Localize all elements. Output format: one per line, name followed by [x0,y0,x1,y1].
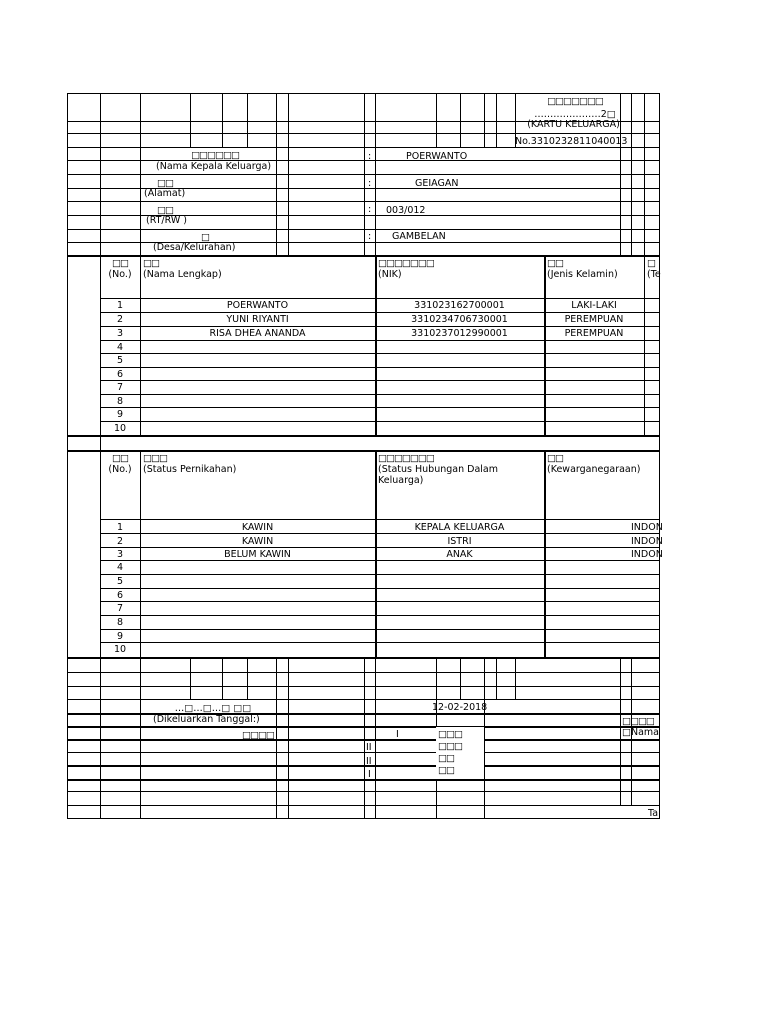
rtrw-glyphs: □□ [157,205,173,216]
head-label: (Nama Kepala Keluarga) [156,161,272,172]
row-number: 10 [113,644,127,655]
stamp-line: □□□ [438,741,462,752]
member-name: POERWANTO [226,300,289,311]
colon: : [368,204,372,215]
t1-no-header: (No.) [108,269,132,280]
member-marital: KAWIN [241,536,274,547]
member-marital: KAWIN [241,522,274,533]
document-title: (KARTU KELUARGA) [527,119,620,130]
t1-nik-glyphs: □□□□□□□ [378,258,434,269]
member-citizen: INDON [631,536,663,547]
roman-numeral: II [366,742,372,753]
roman-numeral: I [368,769,371,780]
issued-label: (Dikeluarkan Tanggal:) [153,714,260,725]
address-label: (Alamat) [144,188,186,199]
roman-numeral: I [396,729,399,740]
document-dots-line: …………………2□ [534,109,616,120]
card-number: No.3310232811040013 [515,136,628,147]
t2-relation-header-2: Keluarga) [378,475,424,486]
member-marital: BELUM KAWIN [224,549,291,560]
member-nik: 3310237012990001 [411,328,508,339]
member-relation: ISTRI [447,536,472,547]
t2-marital-header: (Status Pernikahan) [143,464,237,475]
t2-citizen-glyphs: □□ [547,453,563,464]
row-number: 4 [116,342,124,353]
official-date-label: Ta [648,808,659,819]
rtrw-label: (RT/RW ) [146,215,187,226]
member-name: YUNI RIYANTI [226,314,289,325]
row-number: 1 [116,300,124,311]
row-number: 6 [116,369,124,380]
colon: : [368,231,372,242]
row-number: 1 [116,522,124,533]
t1-gender-header: (Jenis Kelamin) [547,269,618,280]
t1-name-header: (Nama Lengkap) [143,269,222,280]
member-relation: KEPALA KELUARGA [414,522,505,533]
t1-gender-glyphs: □□ [547,258,563,269]
village-label: (Desa/Kelurahan) [153,242,236,253]
t2-no-header: (No.) [108,464,132,475]
t1-nik-header: (NIK) [378,269,402,280]
address-glyphs: □□ [157,178,173,189]
member-name: RISA DHEA ANANDA [209,328,306,339]
stamp-line: □□ [438,765,454,776]
t2-relation-glyphs: □□□□□□□ [378,453,434,464]
row-number: 9 [116,409,124,420]
t1-extra-glyphs: □ [647,258,655,269]
row-number: 2 [116,536,124,547]
row-number: 7 [116,603,124,614]
row-number: 8 [116,396,124,407]
member-gender: LAKI-LAKI [571,300,617,311]
t2-relation-header: (Status Hubungan Dalam [378,464,498,475]
village-glyphs: □ [201,232,209,243]
member-citizen: INDON [631,522,663,533]
member-gender: PEREMPUAN [564,314,624,325]
row-number: 4 [116,562,124,573]
t2-citizen-header: (Kewarganegaraan) [547,464,641,475]
row-number: 9 [116,631,124,642]
member-nik: 3310234706730001 [411,314,508,325]
row-number: 7 [116,382,124,393]
issued-date: 12-02-2018 [432,702,488,713]
roman-numeral: II [366,756,372,767]
stamp-line: □□ [438,753,454,764]
official-glyphs: □□□□ [622,716,654,727]
colon: : [368,151,372,162]
t1-name-glyphs: □□ [143,258,159,269]
t1-no-glyphs: □□ [112,258,128,269]
member-relation: ANAK [446,549,473,560]
row-number: 3 [116,549,124,560]
t2-no-glyphs: □□ [112,453,128,464]
document-title-glyphs: □□□□□□□ [547,96,603,107]
issued-glyphs: …□…□…□ □□ [174,703,252,714]
member-citizen: INDON [631,549,663,560]
row-number: 10 [113,423,127,434]
row-number: 6 [116,590,124,601]
signature-glyphs: □□□□ [242,730,274,741]
stamp-line: □□□ [438,729,462,740]
row-number: 2 [116,314,124,325]
row-number: 3 [116,328,124,339]
member-gender: PEREMPUAN [564,328,624,339]
head-glyphs: □□□□□□ [191,150,239,161]
t2-marital-glyphs: □□□ [143,453,167,464]
village-value: GAMBELAN [392,231,446,242]
row-number: 8 [116,617,124,628]
colon: : [368,178,372,189]
head-value: POERWANTO [406,151,468,162]
row-number: 5 [116,576,124,587]
member-nik: 331023162700001 [414,300,505,311]
t1-extra-header: (Te [647,269,661,280]
address-value: GEIAGAN [415,178,459,189]
row-number: 5 [116,355,124,366]
rtrw-value: 003/012 [386,205,426,216]
official-name-label: □Nama [622,727,659,738]
